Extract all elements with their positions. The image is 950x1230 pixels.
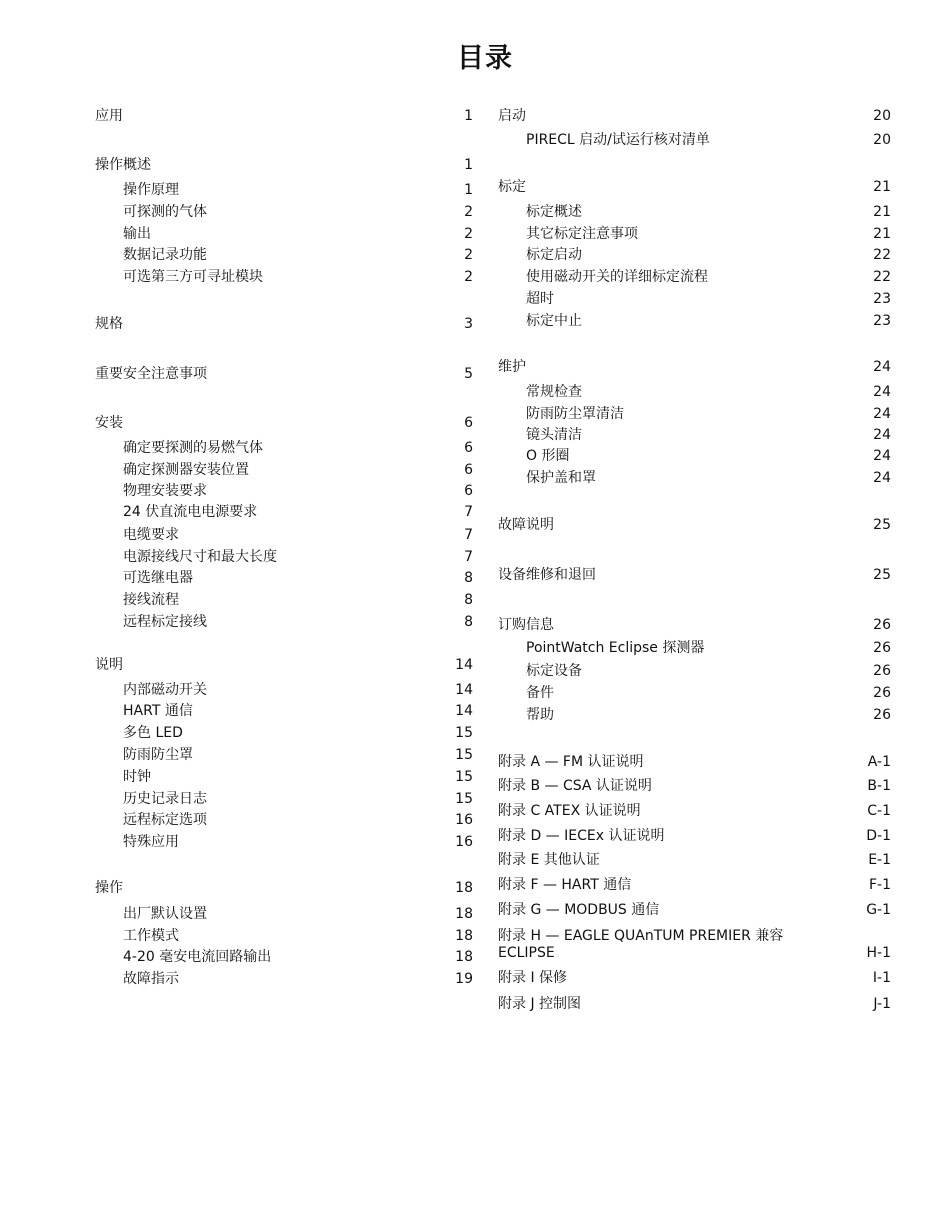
toc-entry-label: 应用 bbox=[95, 108, 123, 124]
toc-entry-label: 物理安装要求 bbox=[123, 483, 207, 499]
toc-entry-label: 可选继电器 bbox=[123, 570, 193, 586]
toc-entry-label: PIRECL 启动/试运行核对清单 bbox=[526, 132, 710, 148]
toc-page-number: C-1 bbox=[867, 803, 891, 819]
toc-page-number: 2 bbox=[464, 226, 473, 242]
toc-entry-label: 备件 bbox=[526, 685, 554, 701]
toc-entry[interactable] bbox=[95, 202, 473, 222]
toc-page-number: 24 bbox=[873, 470, 891, 486]
toc-entry[interactable] bbox=[95, 612, 473, 632]
toc-entry-label: 标定设备 bbox=[526, 663, 582, 679]
toc-entry-label: 订购信息 bbox=[498, 617, 554, 633]
toc-entry-label: 电源接线尺寸和最大长度 bbox=[123, 549, 277, 565]
toc-entry-label: 常规检查 bbox=[526, 384, 582, 400]
toc-entry[interactable] bbox=[95, 547, 473, 567]
toc-entry-label: 远程标定选项 bbox=[123, 812, 207, 828]
toc-page-number: 19 bbox=[455, 971, 473, 987]
toc-page-number: 18 bbox=[455, 880, 473, 896]
toc-entry[interactable] bbox=[498, 177, 891, 197]
toc-entry-label: 故障指示 bbox=[123, 971, 179, 987]
toc-page-number: 6 bbox=[464, 483, 473, 499]
toc-entry-label: 附录 E 其他认证 bbox=[498, 852, 600, 868]
toc-entry-label: 标定中止 bbox=[526, 313, 582, 329]
toc-page-number: 15 bbox=[455, 725, 473, 741]
toc-entry-label: 远程标定接线 bbox=[123, 614, 207, 630]
toc-entry-label: 附录 C ATEX 认证说明 bbox=[498, 803, 641, 819]
toc-entry-label: 附录 B — CSA 认证说明 bbox=[498, 778, 652, 794]
toc-page-number: 25 bbox=[873, 567, 891, 583]
toc-page-number: 16 bbox=[455, 812, 473, 828]
toc-page-number: 26 bbox=[873, 707, 891, 723]
toc-entry-label: 出厂默认设置 bbox=[123, 906, 207, 922]
toc-page-number: 8 bbox=[464, 592, 473, 608]
toc-entry[interactable] bbox=[95, 926, 473, 946]
toc-page-number: 14 bbox=[455, 703, 473, 719]
toc-entry[interactable] bbox=[498, 468, 891, 488]
toc-page-number: 6 bbox=[464, 462, 473, 478]
toc-entry-label: O 形圈 bbox=[526, 448, 570, 464]
toc-page-number: G-1 bbox=[866, 902, 891, 918]
toc-page-number: 18 bbox=[455, 928, 473, 944]
toc-entry-label: 防雨防尘罩清洁 bbox=[526, 406, 624, 422]
toc-entry[interactable] bbox=[498, 900, 891, 920]
toc-entry[interactable] bbox=[95, 106, 473, 126]
toc-entry[interactable] bbox=[498, 638, 891, 658]
toc-page-number: 3 bbox=[464, 316, 473, 332]
toc-page-number: E-1 bbox=[868, 852, 891, 868]
toc-entry[interactable] bbox=[95, 745, 473, 765]
toc-entry-label: 维护 bbox=[498, 359, 526, 375]
toc-entry-label: HART 通信 bbox=[123, 703, 193, 719]
toc-page-number: J-1 bbox=[873, 996, 891, 1012]
toc-entry-label: 可探测的气体 bbox=[123, 204, 207, 220]
toc-entry[interactable] bbox=[95, 947, 473, 967]
toc-entry-label: 特殊应用 bbox=[123, 834, 179, 850]
toc-entry-label: 附录 F — HART 通信 bbox=[498, 877, 632, 893]
toc-page-number: A-1 bbox=[867, 754, 891, 770]
toc-page-number: 21 bbox=[873, 204, 891, 220]
toc-entry[interactable] bbox=[95, 364, 473, 384]
toc-entry[interactable] bbox=[95, 767, 473, 787]
toc-entry[interactable] bbox=[498, 425, 891, 445]
toc-entry[interactable] bbox=[498, 826, 891, 846]
toc-entry[interactable] bbox=[498, 404, 891, 424]
toc-entry-label: 标定 bbox=[498, 179, 526, 195]
toc-entry[interactable] bbox=[498, 357, 891, 377]
toc-page-number: 8 bbox=[464, 614, 473, 630]
toc-page-number: 8 bbox=[464, 570, 473, 586]
toc-page-number: 22 bbox=[873, 269, 891, 285]
toc-page-number: 7 bbox=[464, 504, 473, 520]
toc-entry[interactable] bbox=[498, 752, 891, 772]
toc-entry-label: 附录 A — FM 认证说明 bbox=[498, 754, 644, 770]
toc-entry-label: 附录 J 控制图 bbox=[498, 996, 582, 1012]
toc-entry[interactable] bbox=[498, 267, 891, 287]
toc-entry-label: 历史记录日志 bbox=[123, 791, 207, 807]
toc-entry-label: 操作 bbox=[95, 880, 123, 896]
toc-page-number: 1 bbox=[464, 182, 473, 198]
toc-page-number: 26 bbox=[873, 685, 891, 701]
toc-entry-label: 使用磁动开关的详细标定流程 bbox=[526, 269, 708, 285]
toc-entry[interactable] bbox=[498, 289, 891, 309]
toc-entry[interactable] bbox=[498, 683, 891, 703]
toc-entry-label: 附录 I 保修 bbox=[498, 970, 568, 986]
toc-entry[interactable] bbox=[498, 994, 891, 1014]
toc-page-number: 26 bbox=[873, 663, 891, 679]
toc-entry[interactable] bbox=[498, 850, 891, 870]
toc-entry[interactable] bbox=[498, 515, 891, 535]
toc-entry-label: 设备维修和退回 bbox=[498, 567, 596, 583]
toc-entry[interactable] bbox=[95, 680, 473, 700]
toc-entry[interactable] bbox=[95, 904, 473, 924]
toc-entry[interactable] bbox=[95, 245, 473, 265]
toc-entry[interactable] bbox=[498, 106, 891, 126]
toc-entry-label: 确定要探测的易燃气体 bbox=[123, 440, 263, 456]
toc-page-number: 21 bbox=[873, 179, 891, 195]
toc-entry[interactable] bbox=[498, 875, 891, 895]
toc-entry-label: 启动 bbox=[498, 108, 526, 124]
toc-entry[interactable] bbox=[95, 314, 473, 334]
toc-page-number: 6 bbox=[464, 415, 473, 431]
toc-entry-label: 输出 bbox=[123, 226, 151, 242]
toc-entry-label: 可选第三方可寻址模块 bbox=[123, 269, 263, 285]
toc-entry[interactable] bbox=[95, 878, 473, 898]
toc-entry[interactable] bbox=[498, 202, 891, 222]
toc-page-number: 2 bbox=[464, 247, 473, 263]
toc-page-number: 25 bbox=[873, 517, 891, 533]
toc-entry-label: 防雨防尘罩 bbox=[123, 747, 193, 763]
toc-entry-label: 附录 D — IECEx 认证说明 bbox=[498, 828, 665, 844]
toc-page-number: 2 bbox=[464, 269, 473, 285]
toc-entry[interactable] bbox=[498, 705, 891, 725]
toc-entry-label: 电缆要求 bbox=[123, 527, 179, 543]
toc-entry-label: 标定启动 bbox=[526, 247, 582, 263]
toc-entry-label: 说明 bbox=[95, 657, 123, 673]
toc-entry[interactable] bbox=[498, 615, 891, 635]
toc-entry-label: PointWatch Eclipse 探测器 bbox=[526, 640, 705, 656]
toc-entry[interactable] bbox=[95, 180, 473, 200]
toc-entry[interactable] bbox=[498, 661, 891, 681]
toc-entry-label: 镜头清洁 bbox=[526, 427, 582, 443]
toc-entry-label: ECLIPSE bbox=[498, 945, 555, 961]
toc-entry-label: 接线流程 bbox=[123, 592, 179, 608]
toc-entry[interactable] bbox=[95, 723, 473, 743]
toc-page-number: 6 bbox=[464, 440, 473, 456]
toc-entry[interactable] bbox=[95, 969, 473, 989]
toc-entry[interactable] bbox=[498, 446, 891, 466]
toc-entry[interactable] bbox=[498, 776, 891, 796]
toc-page-number: 24 bbox=[873, 427, 891, 443]
toc-entry-label: 保护盖和罩 bbox=[526, 470, 596, 486]
toc-page-number: 18 bbox=[455, 906, 473, 922]
toc-entry[interactable] bbox=[498, 968, 891, 988]
toc-entry[interactable] bbox=[95, 267, 473, 287]
toc-page-number: 5 bbox=[464, 366, 473, 382]
toc-page-number: I-1 bbox=[872, 970, 891, 986]
toc-entry[interactable] bbox=[498, 943, 891, 963]
toc-entry-label: 其它标定注意事项 bbox=[526, 226, 638, 242]
toc-page-number: 2 bbox=[464, 204, 473, 220]
toc-entry[interactable] bbox=[498, 130, 891, 150]
toc-entry[interactable] bbox=[95, 525, 473, 545]
toc-entry[interactable] bbox=[498, 382, 891, 402]
toc-page-number: 26 bbox=[873, 640, 891, 656]
toc-entry[interactable] bbox=[95, 789, 473, 809]
toc-entry[interactable] bbox=[95, 701, 473, 721]
toc-entry[interactable] bbox=[95, 590, 473, 610]
toc-page-number: 1 bbox=[464, 108, 473, 124]
toc-page-number: 22 bbox=[873, 247, 891, 263]
toc-page-number: 1 bbox=[464, 157, 473, 173]
toc-entry-label: 24 伏直流电电源要求 bbox=[123, 504, 258, 520]
toc-page-number: 24 bbox=[873, 359, 891, 375]
toc-entry-label: 4-20 毫安电流回路输出 bbox=[123, 949, 272, 965]
toc-page-number: 20 bbox=[873, 108, 891, 124]
toc-page-number: 23 bbox=[873, 291, 891, 307]
toc-entry-label: 内部磁动开关 bbox=[123, 682, 207, 698]
toc-page-number: 20 bbox=[873, 132, 891, 148]
toc-entry-label: 操作原理 bbox=[123, 182, 179, 198]
toc-entry[interactable] bbox=[95, 655, 473, 675]
toc-entry-label: 故障说明 bbox=[498, 517, 554, 533]
toc-entry-label: 工作模式 bbox=[123, 928, 179, 944]
toc-page-number: 7 bbox=[464, 549, 473, 565]
toc-page-number: 15 bbox=[455, 747, 473, 763]
toc-entry-label: 帮助 bbox=[526, 707, 554, 723]
toc-entry[interactable] bbox=[498, 565, 891, 585]
toc-page-number: 16 bbox=[455, 834, 473, 850]
toc-page-number: 7 bbox=[464, 527, 473, 543]
toc-entry-label: 数据记录功能 bbox=[123, 247, 207, 263]
toc-entry[interactable] bbox=[95, 224, 473, 244]
toc-entry-label: 附录 G — MODBUS 通信 bbox=[498, 902, 660, 918]
toc-page-number: 21 bbox=[873, 226, 891, 242]
toc-entry[interactable] bbox=[498, 245, 891, 265]
toc-entry-label: 超时 bbox=[526, 291, 554, 307]
toc-entry-label: 安装 bbox=[95, 415, 123, 431]
toc-entry[interactable] bbox=[95, 502, 473, 522]
toc-page-number: D-1 bbox=[866, 828, 891, 844]
toc-entry-label: 附录 H — EAGLE QUAnTUM PREMIER 兼容 bbox=[498, 928, 784, 944]
toc-entry[interactable] bbox=[498, 801, 891, 821]
toc-page-number: 15 bbox=[455, 791, 473, 807]
toc-entry[interactable] bbox=[95, 481, 473, 501]
toc-page-number: 24 bbox=[873, 384, 891, 400]
toc-entry-label: 标定概述 bbox=[526, 204, 582, 220]
toc-entry[interactable] bbox=[95, 438, 473, 458]
toc-page-number: 24 bbox=[873, 406, 891, 422]
toc-entry-label: 时钟 bbox=[123, 769, 151, 785]
toc-entry-label: 规格 bbox=[95, 316, 123, 332]
toc-entry-label: 操作概述 bbox=[95, 157, 151, 173]
toc-entry[interactable] bbox=[95, 460, 473, 480]
toc-page-number: 15 bbox=[455, 769, 473, 785]
toc-entry[interactable] bbox=[498, 224, 891, 244]
toc-page-number: 14 bbox=[455, 682, 473, 698]
toc-page-number: 24 bbox=[873, 448, 891, 464]
page-title: 目录 bbox=[457, 43, 513, 74]
toc-entry[interactable] bbox=[95, 810, 473, 830]
toc-entry-label: 确定探测器安装位置 bbox=[123, 462, 249, 478]
toc-page-number: 14 bbox=[455, 657, 473, 673]
toc-entry-label: 多色 LED bbox=[123, 725, 183, 741]
toc-page-number: F-1 bbox=[868, 877, 891, 893]
toc-page-number: 26 bbox=[873, 617, 891, 633]
toc-entry[interactable] bbox=[95, 155, 473, 175]
toc-page-number: 23 bbox=[873, 313, 891, 329]
toc-page-number: B-1 bbox=[867, 778, 891, 794]
toc-page-number: H-1 bbox=[866, 945, 891, 961]
toc-entry-label: 重要安全注意事项 bbox=[95, 366, 207, 382]
toc-page-number: 18 bbox=[455, 949, 473, 965]
toc-entry[interactable] bbox=[95, 568, 473, 588]
toc-entry[interactable] bbox=[95, 832, 473, 852]
toc-entry[interactable] bbox=[95, 413, 473, 433]
toc-entry[interactable] bbox=[498, 311, 891, 331]
